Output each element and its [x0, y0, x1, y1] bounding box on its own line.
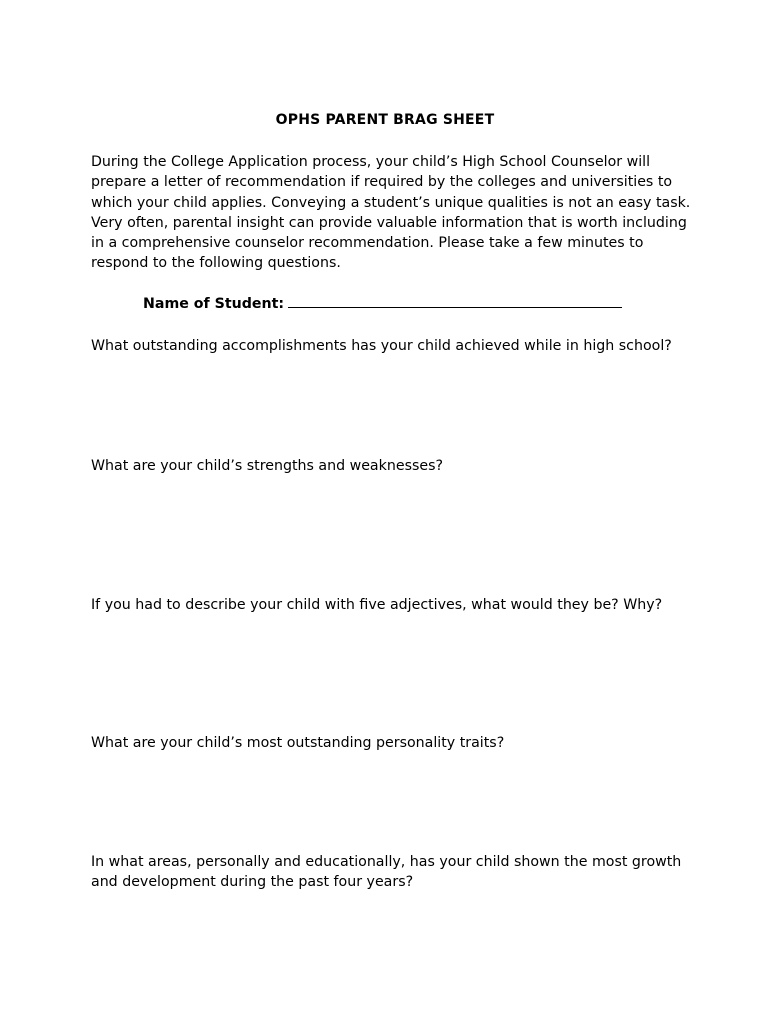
- question-accomplishments: What outstanding accomplishments has your child achieved while in high school?: [91, 338, 672, 354]
- question-strengths-weaknesses: What are your child’s strengths and weaknesses?: [91, 458, 443, 474]
- student-name-label: Name of Student:: [143, 296, 285, 312]
- intro-paragraph: During the College Application process, your child’s High School Counselor will prepare a letter of recommendation if required by the colleges and universities to which your child applies. Conveying a student’s unique qualities is not an easy task. Very often, parental insight can provide valuable information that is worth including in a comprehensive counselor recommendation. Please take a few minutes to respond to the following questions.: [91, 154, 691, 272]
- student-name-row: [143, 293, 622, 312]
- question-personality-traits: What are your child’s most outstanding personality traits?: [91, 735, 505, 751]
- question-growth-development: In what areas, personally and educationally, has your child shown the most growth and development during the past four years?: [91, 854, 682, 891]
- document-title: OPHS PARENT BRAG SHEET: [275, 112, 495, 128]
- question-five-adjectives: If you had to describe your child with five adjectives, what would they be? Why?: [91, 597, 663, 613]
- student-name-blank[interactable]: [288, 293, 622, 308]
